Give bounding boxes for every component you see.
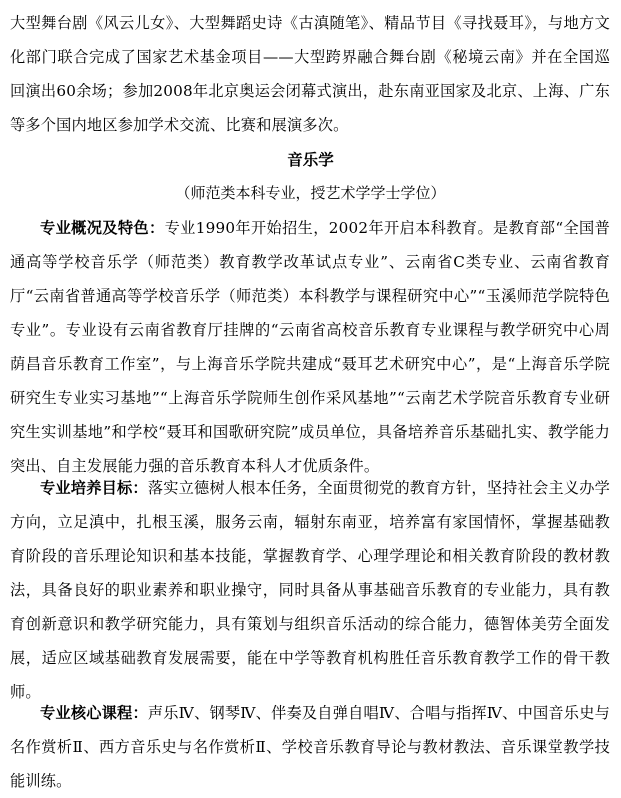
courses-label: 专业核心课程： [40,704,148,722]
overview-label: 专业概况及特色： [40,219,165,237]
courses-paragraph [10,696,610,798]
section-title: 音乐学 [287,151,334,169]
overview-text: 专业1990年开始招生，2002年开启本科教育。是教育部“全国普通高等学校音乐学（师范类）教育教学改革试点专业”、云南省C类专业、云南省教育厅“云南省普通高等学校音乐学（师范类）本科教学与课程研究中心”“玉溪师范学院特色专业”。专业设有云南省教育厅挂牌的“云南省高校音乐教育专业课程与教学研究中心周荫昌音乐教育工作室”，与上海音乐学院共建成“聂耳艺术研究中心”，是“上海音乐学院研究生专业实习基地”“上海音乐学院师生创作采风基地”“云南艺术学院音乐教育专业研究生实训基地”和学校“聂耳和国歌研究院”成员单位，具备培养音乐基础扎实、教学能力突出、自主发展能力强的音乐教育本科人才优质条件。 [10,219,611,475]
overview-paragraph [10,211,610,483]
intro-paragraph: 大型舞台剧《风云儿女》、大型舞蹈史诗《古滇随笔》、精品节目《寻找聂耳》，与地方文化部门联合完成了国家艺术基金项目——大型跨界融合舞台剧《秘境云南》并在全国巡回演出60余场；参加2008年北京奥运会闭幕式演出，赴东南亚国家及北京、上海、广东等多个国内地区参加学术交流、比赛和展演多次。 [10,14,610,134]
goal-text: 落实立德树人根本任务，全面贯彻党的教育方针，坚持社会主义办学方向，立足滇中，扎根玉溪，服务云南，辐射东南亚，培养富有家国情怀，掌握基础教育阶段的音乐理论知识和基本技能，掌握教育学、心理学理论和相关教育阶段的教材教法，具备良好的职业素养和职业操守，同时具备从事基础音乐教育的专业能力，具有教育创新意识和教学研究能力，具有策划与组织音乐活动的综合能力，德智体美劳全面发展，适应区域基础教育发展需要，能在中学等教育机构胜任音乐教育教学工作的骨干教师。 [10,479,610,701]
courses-text: 声乐Ⅳ、钢琴Ⅳ、伴奏及自弹自唱Ⅳ、合唱与指挥Ⅳ、中国音乐史与名作赏析Ⅱ、西方音乐史与名作赏析Ⅱ、学校音乐教育导论与教材教法、音乐课堂教学技能训练。 [10,704,610,790]
goal-paragraph [10,471,610,709]
goal-label: 专业培养目标： [40,479,148,497]
section-subtitle: （师范类本科专业，授艺术学学士学位） [175,184,446,202]
